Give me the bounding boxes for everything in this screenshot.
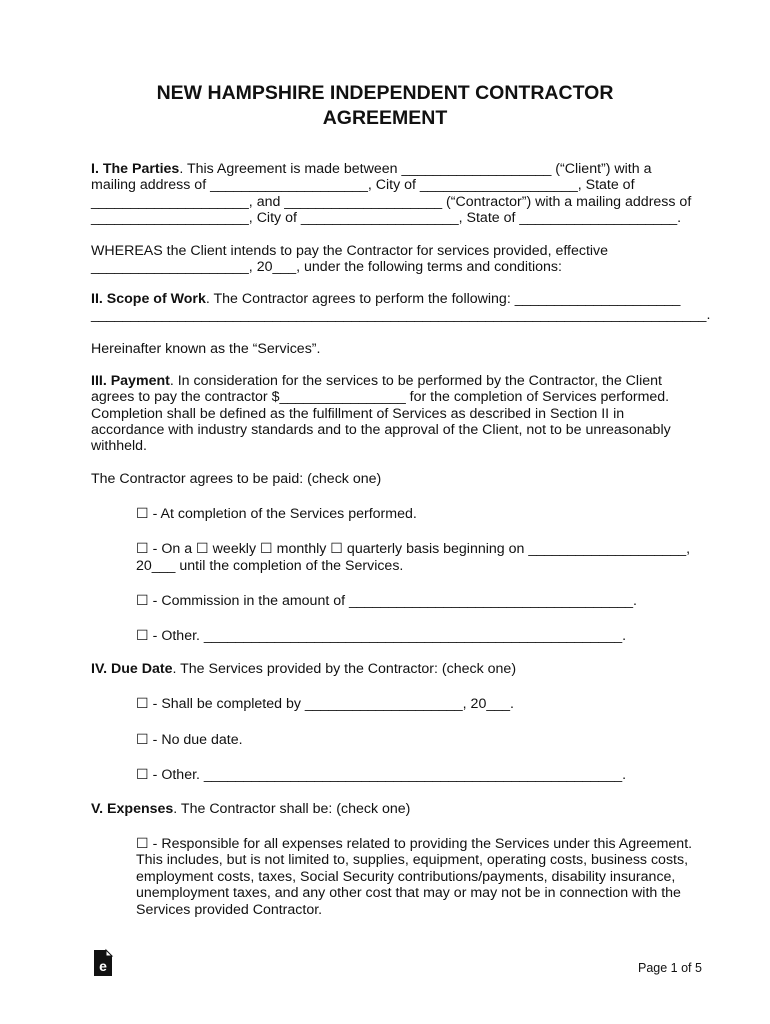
scope-heading: II. Scope of Work [91, 291, 206, 307]
whereas-line2: ____________________, 20___, under the following terms and conditions: [91, 259, 562, 275]
parties-line2: mailing address of ____________________, City of ____________________, State of [91, 177, 635, 193]
payment-option-other[interactable]: ☐ - Other. _____________________________________________________. [136, 628, 627, 644]
due-date-line1 [91, 661, 516, 678]
payment-line1 [91, 373, 662, 390]
scope-hereinafter: Hereinafter known as the “Services”. [91, 341, 321, 357]
expenses-option-line3: employment costs, taxes, Social Security contributions/payments, disability insurance, [136, 869, 676, 885]
scope-line1 [91, 291, 680, 308]
due-date-option-other[interactable]: ☐ - Other. _____________________________________________________. [136, 767, 627, 783]
whereas-line1: WHEREAS the Client intends to pay the Contractor for services provided, effective [91, 243, 609, 259]
due-date-option-completed-by[interactable]: ☐ - Shall be completed by ____________________, 20___. [136, 696, 514, 712]
expenses-line1 [91, 801, 410, 818]
payment-option-completion[interactable]: ☐ - At completion of the Services performed. [136, 506, 417, 522]
expenses-line1-text: . The Contractor shall be: (check one) [173, 801, 411, 817]
expenses-heading: V. Expenses [91, 801, 174, 817]
payment-line3: Completion shall be defined as the fulfillment of Services as described in Section II in [91, 406, 625, 422]
payment-line1-text: . In consideration for the services to be performed by the Contractor, the Client [169, 373, 662, 389]
payment-heading: III. Payment [91, 373, 170, 389]
svg-text:e: e [99, 958, 107, 974]
scope-line1-text: . The Contractor agrees to perform the following: _____________________ [205, 291, 681, 307]
parties-line4: ____________________, City of ____________________, State of ____________________. [91, 210, 682, 226]
parties-heading: I. The Parties [91, 161, 180, 177]
expenses-option-line2: This includes, but is not limited to, supplies, equipment, operating costs, business costs, [136, 852, 689, 868]
document-title-line1: NEW HAMPSHIRE INDEPENDENT CONTRACTOR [156, 82, 614, 104]
expenses-option-line5: Services provided Contractor. [136, 902, 323, 918]
expenses-option-responsible[interactable]: ☐ - Responsible for all expenses related to providing the Services under this Agreement. [136, 836, 693, 852]
due-date-option-none[interactable]: ☐ - No due date. [136, 732, 243, 748]
eforms-logo-icon [92, 948, 114, 978]
scope-line2: ______________________________________________________________________________. [91, 307, 711, 323]
payment-option-periodic[interactable]: ☐ - On a ☐ weekly ☐ monthly ☐ quarterly basis beginning on ____________________, [136, 541, 691, 557]
expenses-option-line4: unemployment taxes, and any other cost that may or may not be in connection with the [136, 885, 681, 901]
payment-agrees: The Contractor agrees to be paid: (check one) [91, 471, 382, 487]
page-number: Page 1 of 5 [638, 961, 702, 975]
parties-line3: ____________________, and ____________________ (“Contractor”) with a mailing address of [91, 194, 692, 210]
parties-line1 [91, 161, 651, 178]
payment-option-periodic-line2: 20___ until the completion of the Services. [136, 558, 404, 574]
payment-line5: withheld. [91, 438, 147, 454]
due-date-line1-text: . The Services provided by the Contractor: (check one) [172, 661, 517, 677]
document-title-line2: AGREEMENT [322, 107, 448, 129]
due-date-heading: IV. Due Date [91, 661, 173, 677]
payment-line2: agrees to pay the contractor $________________ for the completion of Services performed. [91, 389, 670, 405]
payment-option-commission[interactable]: ☐ - Commission in the amount of ____________________________________. [136, 593, 637, 609]
parties-line1-text: . This Agreement is made between ___________________ (“Client”) with a [179, 161, 652, 177]
payment-line4: accordance with industry standards and to the approval of the Client, not to be unreasonably [91, 422, 671, 438]
